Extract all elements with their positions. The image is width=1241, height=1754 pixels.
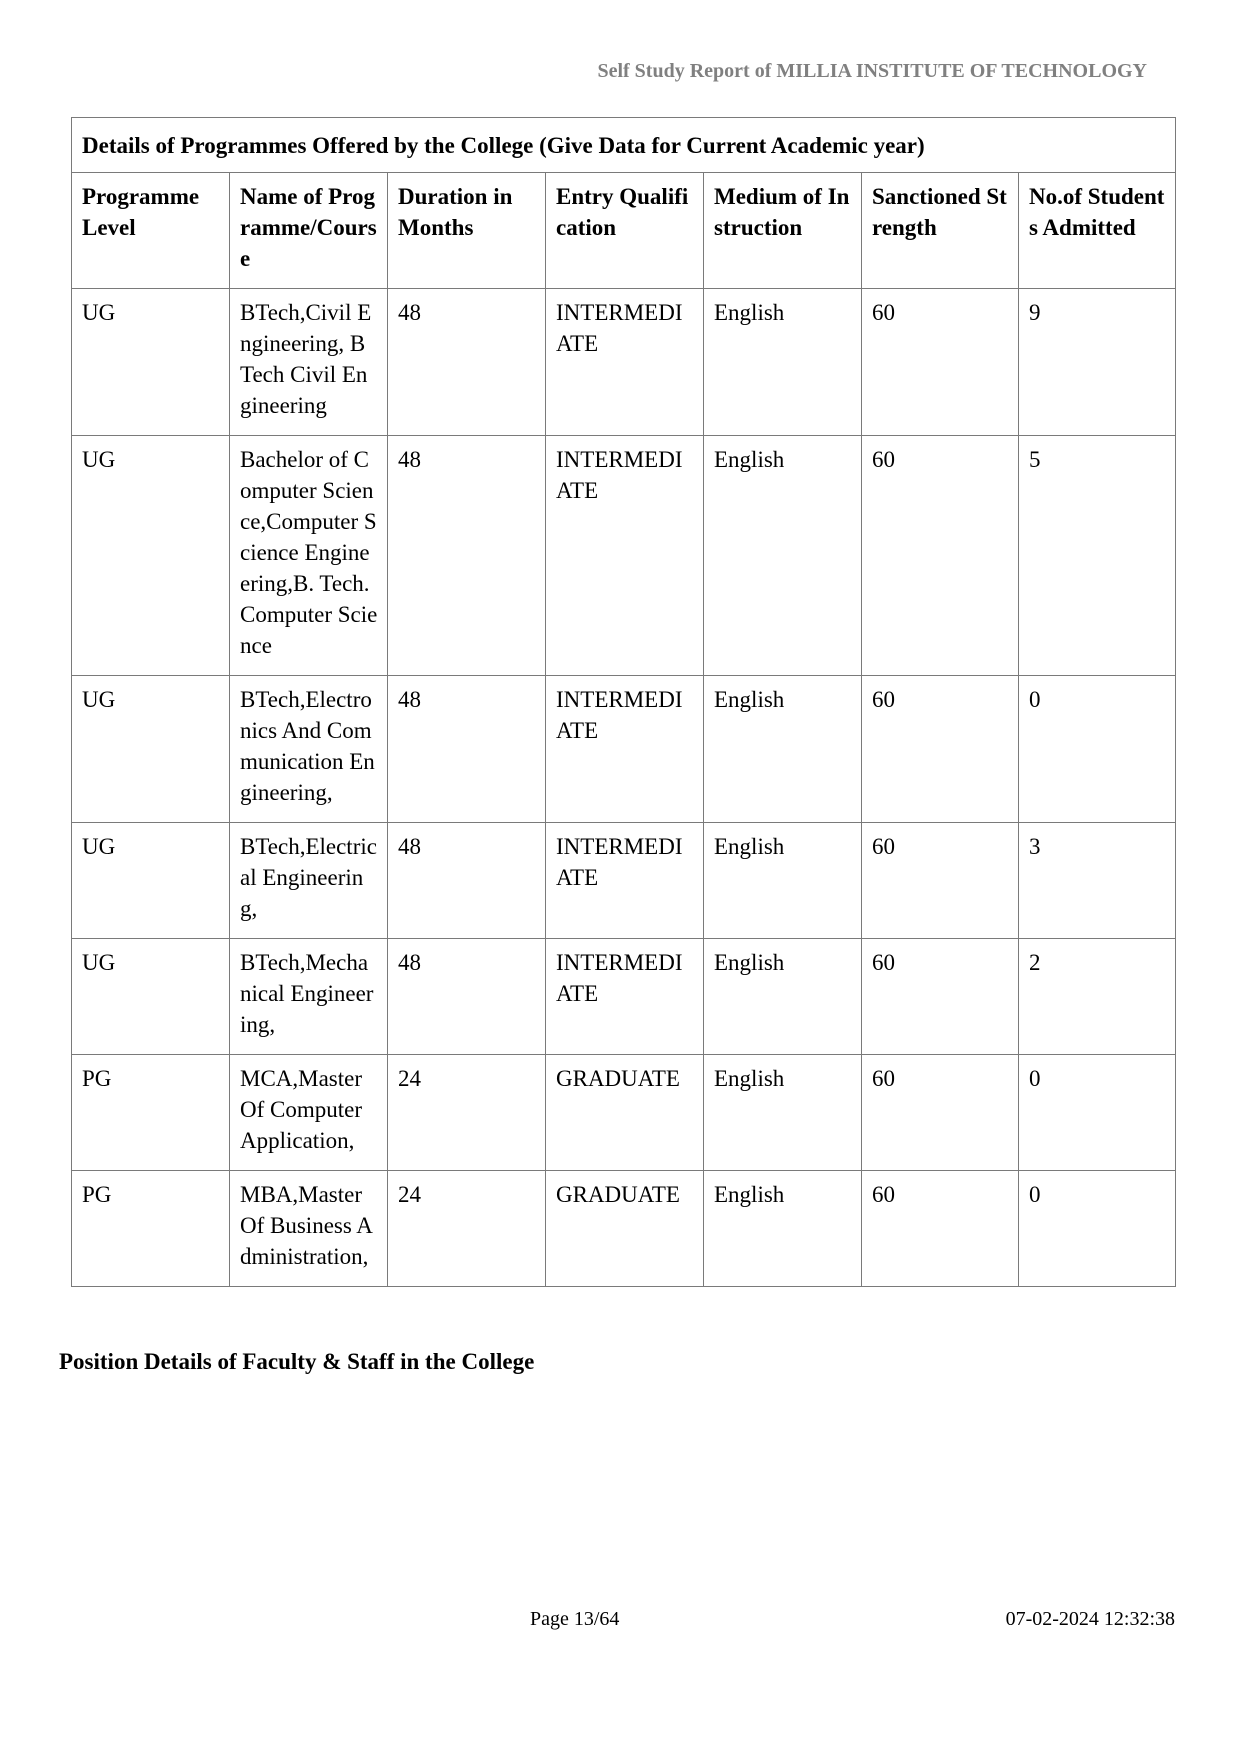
table-cell: MBA,Master Of Business Administration, [230, 1171, 388, 1287]
column-header: Duration in Months [388, 173, 546, 289]
table-row [72, 436, 1176, 676]
table-cell: GRADUATE [546, 1171, 704, 1287]
table-cell: 60 [862, 1055, 1019, 1171]
table-cell: 24 [388, 1171, 546, 1287]
table-cell: INTERMEDIATE [546, 676, 704, 823]
table-cell: 0 [1019, 1171, 1176, 1287]
table-caption-row [72, 118, 1176, 173]
table-cell: 48 [388, 939, 546, 1055]
table-cell: UG [72, 939, 230, 1055]
table-cell: 2 [1019, 939, 1176, 1055]
table-header-row [72, 173, 1176, 289]
table-row [72, 939, 1176, 1055]
table-cell: GRADUATE [546, 1055, 704, 1171]
table-cell: INTERMEDIATE [546, 823, 704, 939]
table-cell: English [704, 289, 862, 436]
table-cell: INTERMEDIATE [546, 289, 704, 436]
table-cell: 48 [388, 823, 546, 939]
table-cell: English [704, 1171, 862, 1287]
column-header: Sanctioned Strength [862, 173, 1019, 289]
table-cell: BTech,Electronics And Communication Engineering, [230, 676, 388, 823]
table-cell: INTERMEDIATE [546, 939, 704, 1055]
table-cell: 48 [388, 289, 546, 436]
section-title: Position Details of Faculty & Staff in the College [59, 1349, 535, 1374]
table-row [72, 289, 1176, 436]
table-cell: 24 [388, 1055, 546, 1171]
table-caption: Details of Programmes Offered by the College (Give Data for Current Academic year) [72, 118, 1176, 173]
table-cell: English [704, 436, 862, 676]
table-cell: BTech,Electrical Engineering, [230, 823, 388, 939]
table-cell: UG [72, 676, 230, 823]
table-cell: 60 [862, 1171, 1019, 1287]
column-header: Medium of Instruction [704, 173, 862, 289]
table-cell: English [704, 1055, 862, 1171]
report-header: Self Study Report of MILLIA INSTITUTE OF TECHNOLOGY [597, 60, 1147, 82]
table-cell: PG [72, 1055, 230, 1171]
table-cell: 60 [862, 823, 1019, 939]
table-cell: English [704, 823, 862, 939]
table-cell: INTERMEDIATE [546, 436, 704, 676]
table-row [72, 823, 1176, 939]
table-cell: 0 [1019, 676, 1176, 823]
column-header: Entry Qualification [546, 173, 704, 289]
table-cell: 60 [862, 676, 1019, 823]
table-cell: 5 [1019, 436, 1176, 676]
table-cell: 60 [862, 436, 1019, 676]
footer-datetime: 07-02-2024 12:32:38 [1005, 1608, 1175, 1630]
table-cell: PG [72, 1171, 230, 1287]
programmes-table [71, 117, 1176, 1287]
table-row [72, 1171, 1176, 1287]
table-cell: UG [72, 289, 230, 436]
table-cell: English [704, 676, 862, 823]
table-cell: 48 [388, 676, 546, 823]
table-cell: MCA,Master Of Computer Application, [230, 1055, 388, 1171]
table-body [72, 289, 1176, 1287]
table-cell: Bachelor of Computer Science,Computer Science Engineering,B. Tech. Computer Science [230, 436, 388, 676]
table-cell: BTech,Civil Engineering, B Tech Civil Engineering [230, 289, 388, 436]
table-cell: 9 [1019, 289, 1176, 436]
column-header: Programme Level [72, 173, 230, 289]
column-header: Name of Programme/Course [230, 173, 388, 289]
table-row [72, 1055, 1176, 1171]
table-cell: UG [72, 436, 230, 676]
table-cell: 3 [1019, 823, 1176, 939]
table-cell: 60 [862, 939, 1019, 1055]
table-row [72, 676, 1176, 823]
table-cell: 60 [862, 289, 1019, 436]
table-cell: English [704, 939, 862, 1055]
table-cell: UG [72, 823, 230, 939]
table-cell: 48 [388, 436, 546, 676]
page-number: Page 13/64 [530, 1608, 620, 1630]
table-cell: 0 [1019, 1055, 1176, 1171]
table-cell: BTech,Mechanical Engineering, [230, 939, 388, 1055]
column-header: No.of Students Admitted [1019, 173, 1176, 289]
